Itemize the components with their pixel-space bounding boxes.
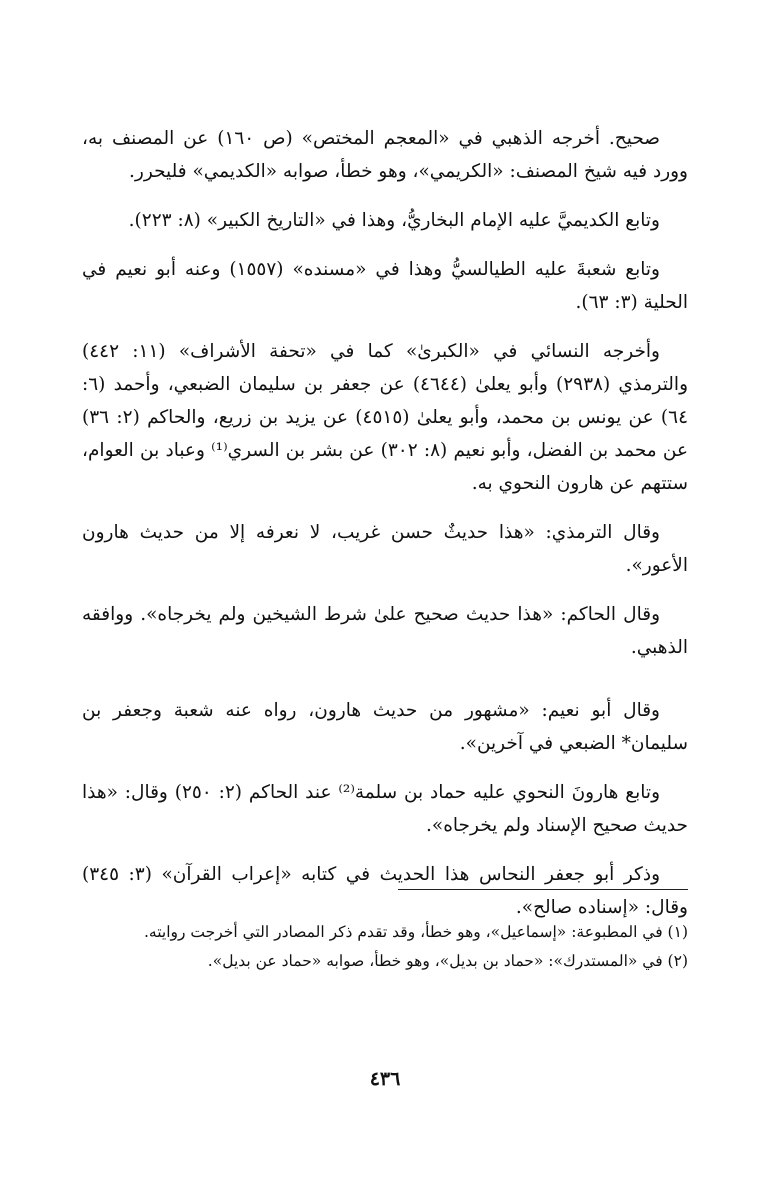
paragraph-4: وأخرجه النسائي في «الكبرىٰ» كما في «تحفة الأشراف» (١١: ٤٤٢) والترمذي (٢٩٣٨) وأبو يعلىٰ (٤٦٤٤) عن جعفر بن سليمان الضبعي، وأحمد (٦: ٦٤) عن يونس بن محمد، وأبو يعلىٰ (٤٥١٥) عن يزيد بن زريع، والحاكم (٢: ٣٦) عن محمد بن الفضل، وأبو نعيم (٨: ٣٠٢) عن بشر بن السري⁽¹⁾ وعباد بن العوام، ستتهم عن هارون النحوي به. <box>82 341 689 494</box>
footnote-1: (١) في المطبوعة: «إسماعيل»، وهو خطأ، وقد تقدم ذكر المصادر التي أخرجت روايته. <box>143 923 688 941</box>
paragraph-7: وقال أبو نعيم: «مشهور من حديث هارون، رواه عنه شعبة وجعفر بن سليمان* الضبعي في آخرين». <box>82 700 688 754</box>
paragraph-8: وتابع هارونَ النحوي عليه حماد بن سلمة⁽²⁾ عند الحاكم (٢: ٢٥٠) وقال: «هذا حديث صحيح الإسناد ولم يخرجاه». <box>82 782 688 836</box>
paragraph-9: وذكر أبو جعفر النحاس هذا الحديث في كتابه «إعراب القرآن» (٣: ٣٤٥) وقال: «إسناده صالح». <box>82 864 688 918</box>
paragraph-6: وقال الحاكم: «هذا حديث صحيح علىٰ شرط الشيخين ولم يخرجاه». ووافقه الذهبي. <box>82 604 688 658</box>
paragraph-1: صحيح. أخرجه الذهبي في «المعجم المختص» (ص ١٦٠) عن المصنف به، وورد فيه شيخ المصنف: «الكريمي»، وهو خطأ، صوابه «الكديمي» فليحرر. <box>82 128 688 182</box>
footnotes <box>82 918 688 976</box>
body-text <box>82 122 688 940</box>
paragraph-3: وتابع شعبةَ عليه الطيالسيُّ وهذا في «مسنده» (١٥٥٧) وعنه أبو نعيم في الحلية (٣: ٦٣). <box>82 259 688 313</box>
footnote-2: (٢) في «المستدرك»: «حماد بن بديل»، وهو خطأ، صوابه «حماد عن بديل». <box>207 952 688 970</box>
paragraph-5: وقال الترمذي: «هذا حديثٌ حسن غريب، لا نعرفه إلا من حديث هارون الأعور». <box>82 522 688 576</box>
paragraph-2: وتابع الكديميَّ عليه الإمام البخاريُّ، وهذا في «التاريخ الكبير» (٨: ٢٢٣). <box>128 210 660 231</box>
footnote-divider <box>398 889 688 890</box>
page-number: ٤٣٦ <box>369 1068 401 1090</box>
